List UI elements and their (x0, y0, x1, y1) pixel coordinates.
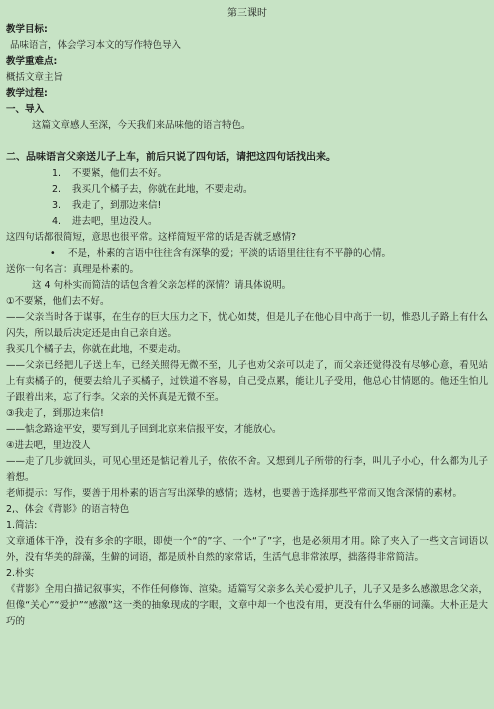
item-number: 4. (52, 216, 62, 227)
list-item (6, 198, 488, 214)
feature-1-heading: 1.简洁: (6, 520, 38, 531)
item-number: 2. (52, 184, 62, 195)
key-heading: 教学重难点: (6, 56, 58, 67)
list-item (6, 214, 488, 230)
item-number: 1. (52, 168, 62, 179)
bullet-dot: • (50, 248, 56, 259)
analysis-4-text: ——走了几步就回头，可见心里还是惦记着儿子，依依不舍。又想到儿子所带的行李，叫儿子小心，什么都为儿子着想。 (6, 456, 488, 483)
proverb: 送你一句名言：真理是朴素的。 (6, 264, 140, 275)
feature-1-text: 文章通体干净，没有多余的字眼，即使一个“的”字、一个“了”字，也是必须用才用。除了夹入了一些文言词语以外，没有华美的辞藻，生僻的词语，都是质朴自然的家常话，生活气息非常浓厚，拙落得非常简洁。 (6, 536, 488, 563)
item-text: 不要紧，他们去不好。 (72, 168, 168, 179)
feature-2-text: 《背影》全用白描记叙事实，不作任何修饰、渲染。适篇写父亲多么关心爱护儿子，儿子又是多么感激思念父亲，但像“关心”“爱护”“感激”这一类的抽象现成的字眼，文章中却一个也没有用，更没有什么华丽的词藻。大朴正是大巧的 (6, 584, 488, 627)
item-text: 进去吧，里边没人。 (72, 216, 158, 227)
goal-text: 品味语言，体会学习本文的写作特色导入 (10, 40, 182, 51)
analysis-1-heading: ①不要紧，他们去不好。 (6, 296, 110, 307)
analysis-3-heading: ③我走了，到那边来信! (6, 408, 104, 419)
feature-2-heading: 2.朴实 (6, 568, 35, 579)
bullet-text: 不是，朴素的言语中往往含有深挚的爱；平淡的话语里往往有不平静的心情。 (68, 248, 392, 259)
section1-text: 这篇文章感人至深，今天我们来品味他的语言特色。 (32, 120, 251, 131)
item-text: 我走了，到那边来信! (72, 200, 162, 211)
process-heading: 教学过程: (6, 88, 48, 99)
question-2: 这 4 句朴实而简洁的话包含着父亲怎样的深情？请具体说明。 (32, 280, 292, 291)
analysis-4-heading: ④进去吧，里边没人 (6, 440, 91, 451)
analysis-3-text: ——惦念路途平安，要写到儿子回到北京来信报平安，才能放心。 (6, 424, 282, 435)
spacer (6, 134, 488, 150)
item-number: 3. (52, 200, 62, 211)
key-text: 概括文章主旨 (6, 72, 64, 83)
analysis-2-text: ——父亲已经把儿子送上车，已经关照得无微不至，儿子也劝父亲可以走了，而父亲还觉得没有尽够心意，看见站上有卖橘子的，便要去给儿子买橘子，过铁道不容易，自己受点累，能让儿子受用，他总心甘情愿的。他还生怕儿子跟着出来，忘了行李。父亲的关怀真是无微不至。 (6, 360, 488, 403)
teacher-tip: 老师提示：写作，要善于用朴素的语言写出深挚的感情；选材，也要善于选择那些平常而又饱含深情的素材。 (6, 488, 463, 499)
page-title: 第三课时 (227, 8, 267, 19)
question-1: 这四句话都很简短，意思也很平常。这样简短平常的话是否就乏感情? (6, 232, 297, 243)
list-item (6, 182, 488, 198)
analysis-1-text: ——父亲当时各于谋事，在生存的巨大压力之下，忧心如焚，但是儿子在他心目中高于一切，惟恐儿子路上有什么闪失，所以最后决定还是由自己亲自送。 (6, 312, 488, 339)
section3-heading: 2,、体会《背影》的语言特色 (6, 504, 130, 515)
analysis-2-heading: 我买几个橘子去，你就在此地，不要走动。 (6, 344, 187, 355)
item-text: 我买几个橘子去，你就在此地，不要走动。 (72, 184, 253, 195)
bullet-item (6, 246, 488, 262)
list-item (6, 166, 488, 182)
section1-heading: 一、导入 (6, 104, 45, 115)
goal-heading: 教学目标: (6, 24, 48, 35)
section2-heading: 二、品味语言父亲送儿子上车，前后只说了四句话，请把这四句话找出来。 (6, 152, 336, 163)
